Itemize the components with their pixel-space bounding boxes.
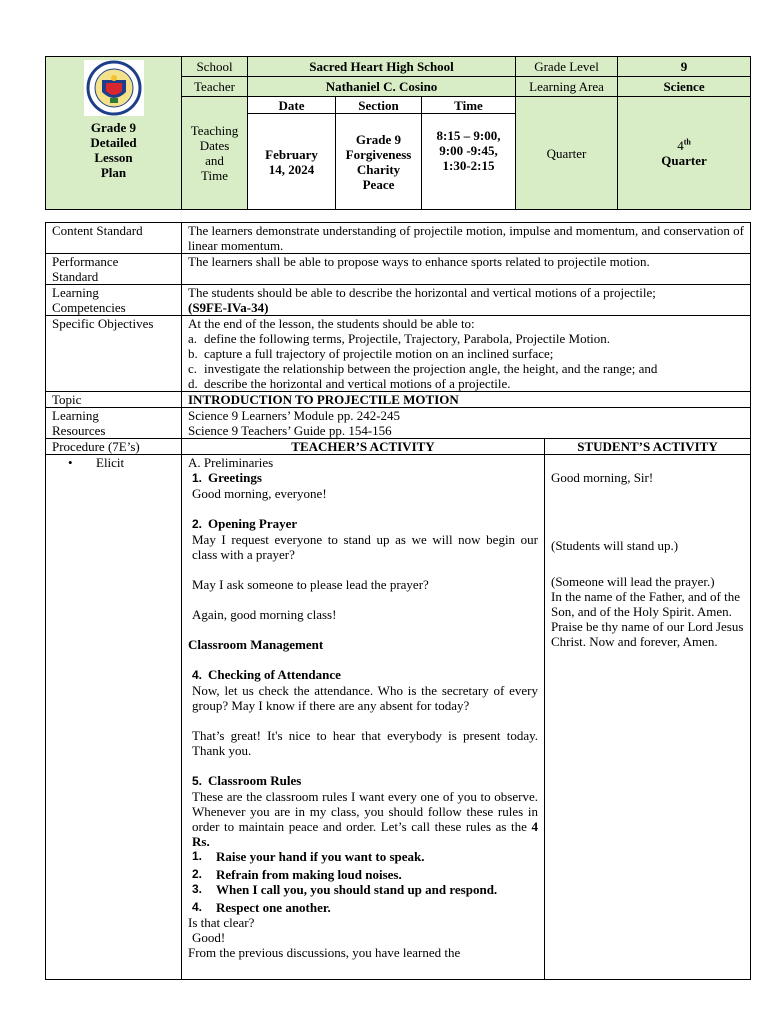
rules-intro xyxy=(188,789,538,849)
item-title: Greetings xyxy=(208,470,262,485)
quarter-suffix: th xyxy=(683,137,691,147)
plan-title-line: Detailed xyxy=(90,135,137,150)
objective-item xyxy=(188,346,744,361)
learning-area-value: Science xyxy=(618,77,751,97)
resource-item: Science 9 Teachers’ Guide pp. 154-156 xyxy=(188,423,392,438)
content-standard-text: The learners demonstrate understanding of projectile motion, impulse and momentum, and conservation of linear momentum. xyxy=(182,223,751,254)
time-line: 9:00 -9:45, xyxy=(439,143,498,158)
greetings-text: Good morning, everyone! xyxy=(192,486,327,501)
learning-resources-label xyxy=(46,408,182,439)
lesson-plan-body xyxy=(45,222,751,980)
topic-text: INTRODUCTION TO PROJECTILE MOTION xyxy=(182,392,751,408)
quarter-word: Quarter xyxy=(661,153,707,168)
label-line: Learning xyxy=(52,408,99,423)
rule-text: Respect one another. xyxy=(216,900,331,915)
bullet-icon: • xyxy=(68,455,73,470)
resource-item: Science 9 Learners’ Module pp. 242-245 xyxy=(188,408,401,423)
rule-text: Refrain from making loud noises. xyxy=(216,867,402,882)
grade-level-value: 9 xyxy=(618,57,751,77)
is-that-clear: Is that clear? xyxy=(188,915,255,930)
date-value xyxy=(248,114,336,210)
item-number: 1. xyxy=(192,471,203,485)
section-line: Forgiveness xyxy=(345,146,412,162)
item-number: 2. xyxy=(192,517,203,531)
student-response: Praise be thy name of our Lord Jesus Christ. Now and forever, Amen. xyxy=(551,619,744,649)
prayer-text: May I ask someone to please lead the prayer? xyxy=(192,577,429,592)
student-response: (Someone will lead the prayer.) xyxy=(551,574,715,589)
rule-item xyxy=(188,882,538,897)
deped-seal-logo xyxy=(84,60,144,116)
rule-item xyxy=(188,900,538,915)
time-header: Time xyxy=(422,97,516,114)
teacher-label: Teacher xyxy=(182,77,248,97)
plan-title-line: Lesson xyxy=(94,150,133,165)
student-response: (Students will stand up.) xyxy=(551,538,679,553)
prayer-text: Again, good morning class! xyxy=(192,607,337,622)
objective-item xyxy=(188,376,744,391)
objective-text: describe the horizontal and vertical motions of a projectile. xyxy=(204,376,511,391)
label-line: Learning xyxy=(52,285,99,300)
rule-item xyxy=(188,867,538,882)
prayer-heading xyxy=(188,516,538,532)
item-title: Opening Prayer xyxy=(208,516,298,531)
performance-standard-text: The learners shall be able to propose ways to enhance sports related to projectile motion. xyxy=(182,254,751,285)
section-header: Section xyxy=(336,97,422,114)
quarter-value xyxy=(618,97,751,210)
classroom-management-heading: Classroom Management xyxy=(188,637,324,652)
objective-letter: a. xyxy=(188,331,198,346)
section-line: Charity xyxy=(356,161,401,177)
competencies-line: The students should be able to describe the horizontal and vertical motions of a projectile; xyxy=(188,285,656,300)
quarter-number: 4 xyxy=(677,138,684,153)
rules-4rs: 4 Rs. xyxy=(192,819,538,849)
label-line: Performance xyxy=(52,254,119,269)
section-line: Grade 9 xyxy=(355,131,402,147)
quarter-label: Quarter xyxy=(516,97,618,210)
plan-title-line: Plan xyxy=(100,165,127,180)
item-title: Checking of Attendance xyxy=(208,667,341,682)
objective-letter: b. xyxy=(188,346,198,361)
date-line: February xyxy=(265,146,318,162)
previous-discussion-text: From the previous discussions, you have learned the xyxy=(188,945,461,960)
elicit-label: Elicit xyxy=(96,455,125,470)
section-line: Peace xyxy=(362,176,395,192)
section-value xyxy=(336,114,422,210)
student-activity-header: STUDENT’S ACTIVITY xyxy=(545,439,751,455)
learning-competencies-label xyxy=(46,285,182,316)
teaching-label-line: Dates xyxy=(199,138,230,153)
teacher-activity-header: TEACHER’S ACTIVITY xyxy=(182,439,545,455)
specific-objectives-label: Specific Objectives xyxy=(46,316,182,392)
objective-letter: d. xyxy=(188,376,198,391)
specific-objectives-text xyxy=(182,316,751,392)
attendance-heading xyxy=(188,667,538,683)
competencies-code: (S9FE-IVa-34) xyxy=(188,300,269,315)
attendance-text: That’s great! It's nice to hear that everybody is present today. Thank you. xyxy=(192,728,538,758)
student-response: In the name of the Father, and of the Son, and of the Holy Spirit. Amen. xyxy=(551,589,740,619)
rule-number: 1. xyxy=(192,849,203,863)
objective-letter: c. xyxy=(188,361,198,376)
objective-text: investigate the relationship between the projection angle, the height, and the range; and xyxy=(204,361,658,376)
teacher-value: Nathaniel C. Cosino xyxy=(248,77,516,97)
teaching-label-line: and xyxy=(205,153,224,168)
rule-item xyxy=(188,849,538,864)
preliminaries-heading: A. Preliminaries xyxy=(188,455,274,470)
procedure-label: Procedure (7E’s) xyxy=(46,439,182,455)
rule-text: Raise your hand if you want to speak. xyxy=(216,849,425,864)
objective-item xyxy=(188,361,744,376)
label-line: Competencies xyxy=(52,300,126,315)
objective-text: define the following terms, Projectile, Trajectory, Parabola, Projectile Motion. xyxy=(204,331,611,346)
plan-title-line: Grade 9 xyxy=(90,120,137,135)
lesson-plan-header xyxy=(45,56,751,210)
objectives-intro: At the end of the lesson, the students should be able to: xyxy=(188,316,475,331)
school-value: Sacred Heart High School xyxy=(248,57,516,77)
date-line: 14, 2024 xyxy=(268,161,315,177)
rule-number: 2. xyxy=(192,867,203,881)
rule-number: 4. xyxy=(192,900,203,914)
learning-competencies-text xyxy=(182,285,751,316)
time-value xyxy=(422,114,516,210)
time-line: 1:30-2:15 xyxy=(442,158,495,173)
greetings-heading xyxy=(188,470,538,486)
time-line: 8:15 – 9:00, xyxy=(436,128,501,143)
plan-title-cell xyxy=(46,57,182,210)
item-number: 5. xyxy=(192,774,203,788)
teaching-dates-label xyxy=(182,97,248,210)
rules-intro-text: These are the classroom rules I want every one of you to observe. Whenever you are in my class, you should follow these rules in order to maintain peace and order. Let’s call these rules as the xyxy=(192,789,538,834)
label-line: Standard xyxy=(52,269,99,284)
rules-heading xyxy=(188,773,538,789)
date-header: Date xyxy=(248,97,336,114)
objective-item xyxy=(188,331,744,346)
teacher-activity-cell xyxy=(182,455,545,980)
objective-text: capture a full trajectory of projectile motion on an inclined surface; xyxy=(204,346,554,361)
school-label: School xyxy=(182,57,248,77)
good-text: Good! xyxy=(192,930,226,945)
student-activity-cell xyxy=(545,455,751,980)
teaching-label-line: Time xyxy=(201,168,228,183)
rule-text: When I call you, you should stand up and respond. xyxy=(216,882,498,897)
item-title: Classroom Rules xyxy=(208,773,302,788)
elicit-phase-cell xyxy=(46,455,182,980)
item-number: 4. xyxy=(192,668,203,682)
learning-area-label: Learning Area xyxy=(516,77,618,97)
grade-level-label: Grade Level xyxy=(516,57,618,77)
topic-label: Topic xyxy=(46,392,182,408)
label-line: Resources xyxy=(52,423,106,438)
rule-number: 3. xyxy=(192,882,203,896)
teaching-label-line: Teaching xyxy=(190,123,239,138)
performance-standard-label xyxy=(46,254,182,285)
content-standard-label: Content Standard xyxy=(46,223,182,254)
learning-resources-text xyxy=(182,408,751,439)
attendance-text: Now, let us check the attendance. Who is the secretary of every group? May I know if there are any absent for today? xyxy=(192,683,538,713)
prayer-text: May I request everyone to stand up as we will now begin our class with a prayer? xyxy=(192,532,538,562)
student-response: Good morning, Sir! xyxy=(551,470,654,485)
